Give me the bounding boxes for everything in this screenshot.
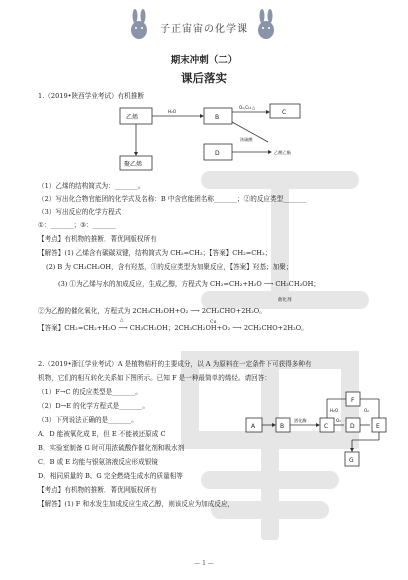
q2-stem-2: 机物，它们的相互转化关系如下图所示。已知 F 是一种最简单的烯烃。请回答： — [38, 374, 271, 382]
q1-eq-label-cu: Cu — [210, 320, 217, 325]
svg-text:G: G — [349, 457, 354, 464]
svg-text:酒化酶: 酒化酶 — [294, 418, 307, 423]
svg-text:C: C — [324, 423, 329, 430]
q2-question-3: （3）下列说法正确的是_______。 — [38, 416, 138, 424]
svg-text:H₂O: H₂O — [168, 109, 177, 114]
q1-line-7: (2) B 为 CH₃CH₂OH，含有羟基，③的反应类型为加聚反应，【答案】羟基；加聚； — [46, 263, 293, 271]
q2-diagram — [244, 386, 392, 468]
q1-line-1: （1）乙烯的结构简式为：_______。 — [38, 182, 145, 190]
svg-text:B: B — [215, 114, 220, 121]
page-footer: — 1 — — [194, 560, 214, 567]
q1-line-10: 【答案】CH₂=CH₂+H₂O ⟶ CH₃CH₂OH；2CH₃CH₂OH+O₂ ⟶ 2CH₃CHO+2H₂O。 — [38, 324, 308, 332]
q2-question-1: （1）F→C 的反应类型是_______。 — [38, 388, 142, 396]
q1-line-8: (3) ①为乙烯与水的加成反应，生成乙醇，方程式为 CH₂=CH₂+H₂O ⟶ CH₃CH₂OH； — [58, 280, 320, 288]
q1-line-6: 【解答】(1) 乙烯含有碳碳双键，结构简式为 CH₂=CH₂；【答案】CH₂=CH₂； — [38, 249, 272, 257]
svg-text:B: B — [280, 423, 285, 430]
svg-text:浓硫酸: 浓硫酸 — [240, 137, 253, 142]
q2-tail-2: 【解答】(1) F 和水发生加成反应生成乙醇，则该反应为加成反应， — [38, 500, 235, 508]
q2-option-c: C．B 或 E 均能与银氨溶液反应形成银镜 — [38, 458, 158, 466]
svg-text:C: C — [282, 109, 287, 116]
svg-text:乙酸乙酯: 乙酸乙酯 — [274, 150, 291, 155]
svg-text:O₂: O₂ — [364, 408, 369, 413]
q2-option-d: D．相同质量的 B、G 完全燃烧生成水的质量相等 — [38, 472, 183, 480]
svg-text:△: △ — [252, 105, 256, 110]
q1-eq-label-heat: △ — [120, 318, 124, 323]
svg-text:D: D — [350, 423, 355, 430]
page-subtitle: 课后落实 — [181, 71, 227, 85]
q1-line-9: ②为乙醇的催化氧化，方程式为 2CH₃CH₂OH+O₂ ⟶ 2CH₃CHO+2H₂O。 — [38, 307, 266, 315]
q1-line-4: ①：_______；③：_______ — [38, 221, 116, 229]
q1-stem: 1.（2019•陕西学业考试）有机推断 — [38, 92, 145, 100]
q1-line-5: 【考点】有机物的推断．菁优网版权所有 — [38, 235, 157, 243]
svg-text:E: E — [376, 423, 380, 430]
svg-text:A: A — [251, 423, 256, 430]
q2-option-b: B．实验室制备 G 时可用浓硫酸作催化剂和吸水剂 — [38, 444, 185, 452]
q1-line-3: （3）写出反应的化学方程式 — [38, 208, 122, 216]
q1-diagram — [118, 102, 308, 174]
page-title: 期末冲刺（二） — [170, 55, 238, 66]
svg-text:聚乙烯: 聚乙烯 — [124, 161, 143, 168]
banner-text: 子正宙宙の化学课 — [160, 24, 248, 35]
svg-text:H₂O: H₂O — [330, 408, 339, 413]
svg-text:O₂,Cu: O₂,Cu — [239, 105, 251, 110]
q2-question-2: （2）D→E 的化学方程式是_______。 — [38, 402, 149, 410]
q1-node-ethylene-label: 乙烯 — [126, 114, 139, 121]
svg-text:D: D — [215, 150, 220, 157]
svg-text:O₂: O₂ — [336, 418, 341, 423]
q1-line-2: （2）写出化合物官能团的化学式及名称：B 中含官能团名称_______；②的反应类型_______ — [38, 195, 307, 203]
q2-option-a: A．D 能被氧化成 E，但 E 不能被还原成 C — [38, 430, 166, 438]
q2-tail-1: 【考点】有机物的推断．菁优网版权所有 — [38, 486, 157, 494]
q1-eq-label-catalyst: 催化剂 — [278, 298, 292, 303]
svg-text:F: F — [351, 397, 355, 404]
q2-stem-1: 2.（2019•浙江学业考试）A 是植物秸秆的主要成分，以 A 为原料在一定条件下可获得多种有 — [38, 360, 312, 368]
